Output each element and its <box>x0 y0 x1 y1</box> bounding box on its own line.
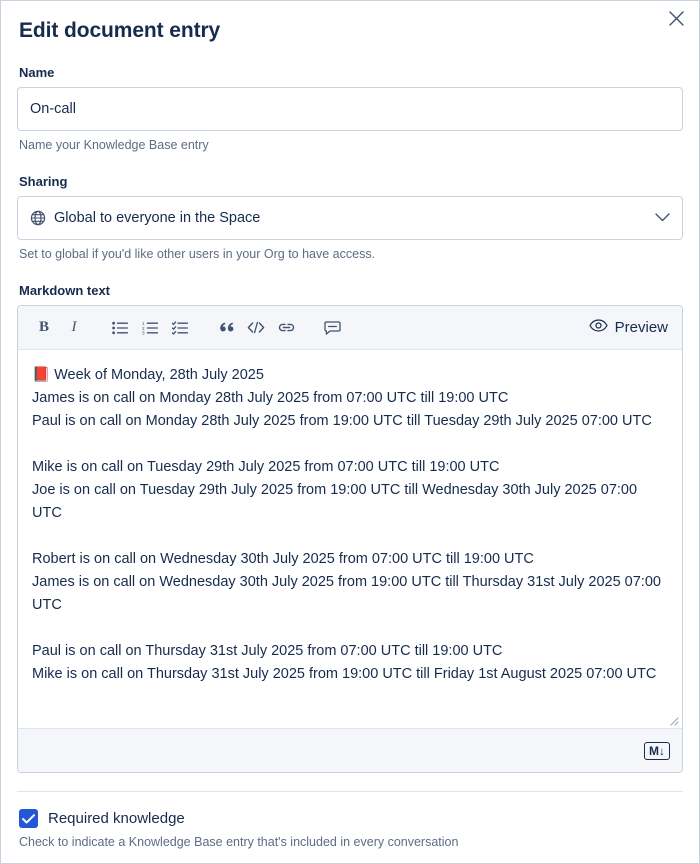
globe-icon <box>30 210 46 226</box>
required-knowledge-row[interactable] <box>17 809 683 828</box>
preview-button[interactable] <box>587 315 670 340</box>
markdown-line: Joe is on call on Tuesday 29th July 2025 from 19:00 UTC till Wednesday 30th July 2025 07:00 UTC <box>32 482 642 521</box>
editor-footer <box>18 728 682 772</box>
markdown-label: Markdown text <box>19 283 111 298</box>
editor-toolbar <box>18 306 682 350</box>
checklist-icon[interactable] <box>166 314 194 342</box>
resize-handle[interactable] <box>667 713 679 725</box>
section-divider <box>17 791 683 792</box>
markdown-line-blank <box>32 433 668 456</box>
markdown-line: James is on call on Wednesday 30th July 2025 from 19:00 UTC till Thursday 31st July 2025 07:00 UTC <box>32 574 665 613</box>
markdown-textarea[interactable] <box>18 350 682 728</box>
required-knowledge-checkbox[interactable] <box>19 809 38 828</box>
code-icon[interactable] <box>242 314 270 342</box>
markdown-line: Paul is on call on Monday 28th July 2025 from 19:00 UTC till Tuesday 29th July 2025 07:00 UTC <box>32 413 652 429</box>
close-icon[interactable] <box>663 5 689 31</box>
chevron-down-icon <box>655 210 670 226</box>
name-input[interactable] <box>17 87 683 131</box>
markdown-line: Robert is on call on Wednesday 30th July 2025 from 07:00 UTC till 19:00 UTC <box>32 551 534 567</box>
sharing-select-value: Global to everyone in the Space <box>54 210 261 226</box>
eye-icon <box>589 319 608 336</box>
required-knowledge-help-text: Check to indicate a Knowledge Base entry that's included in every conversation <box>19 835 459 849</box>
name-help-text: Name your Knowledge Base entry <box>19 138 209 152</box>
comment-icon[interactable] <box>318 314 346 342</box>
blockquote-icon[interactable] <box>212 314 240 342</box>
markdown-line: Mike is on call on Thursday 31st July 2025 from 19:00 UTC till Friday 1st August 2025 07:00 UTC <box>32 666 657 682</box>
markdown-editor <box>17 305 683 773</box>
markdown-line-blank <box>32 617 668 640</box>
italic-icon[interactable]: I <box>60 314 88 342</box>
bold-icon[interactable]: B <box>30 314 58 342</box>
page-title: Edit document entry <box>19 19 221 42</box>
link-icon[interactable] <box>272 314 300 342</box>
sharing-help-text: Set to global if you'd like other users in your Org to have access. <box>19 247 376 261</box>
markdown-badge-icon[interactable]: M↓ <box>644 742 670 760</box>
markdown-line-blank <box>32 525 668 548</box>
svg-text:1: 1 <box>142 320 145 326</box>
required-knowledge-label: Required knowledge <box>48 810 185 827</box>
name-label: Name <box>19 65 55 80</box>
sharing-label: Sharing <box>19 174 68 189</box>
markdown-line: 📕 Week of Monday, 28th July 2025 <box>32 367 264 383</box>
numbered-list-icon[interactable] <box>136 314 164 342</box>
sharing-select[interactable] <box>17 196 683 240</box>
bulleted-list-icon[interactable] <box>106 314 134 342</box>
markdown-line: Paul is on call on Thursday 31st July 2025 from 07:00 UTC till 19:00 UTC <box>32 643 503 659</box>
markdown-line: James is on call on Monday 28th July 2025 from 07:00 UTC till 19:00 UTC <box>32 390 509 406</box>
preview-label: Preview <box>614 319 668 336</box>
markdown-line: Mike is on call on Tuesday 29th July 2025 from 07:00 UTC till 19:00 UTC <box>32 459 500 475</box>
svg-text:3: 3 <box>142 330 145 335</box>
svg-text:2: 2 <box>142 325 145 331</box>
